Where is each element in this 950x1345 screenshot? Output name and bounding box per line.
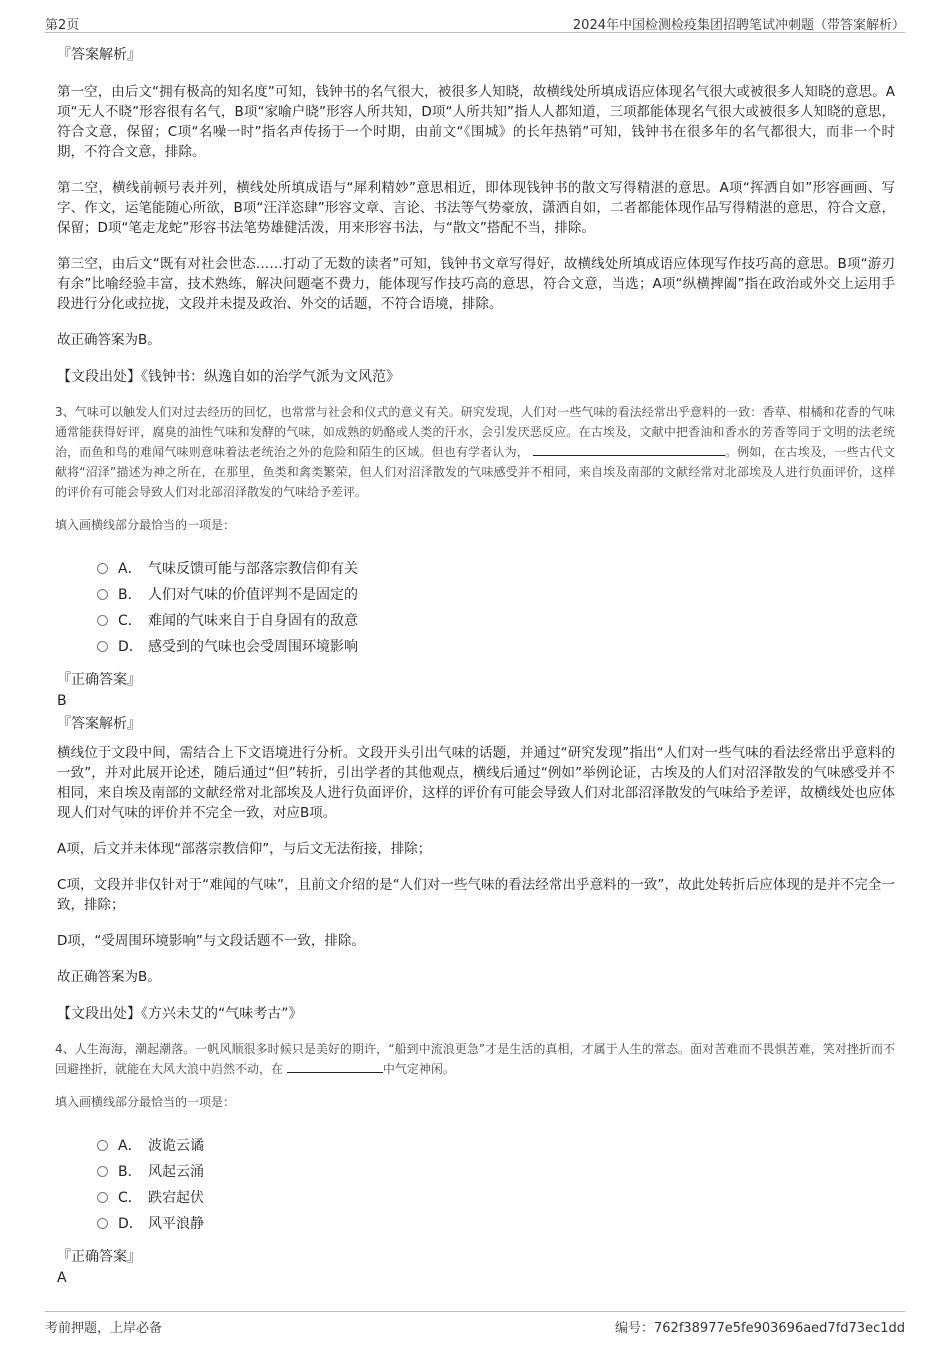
q4-options: [97, 1132, 895, 1236]
radio-icon[interactable]: [97, 589, 108, 600]
page-content: [57, 44, 895, 1290]
q3-option-c[interactable]: [97, 607, 895, 633]
option-letter: C．: [118, 1190, 142, 1206]
q4-prompt: 填入画横线部分最恰当的一项是：: [55, 1095, 236, 1109]
q2-conclusion: 故正确答案为B。: [57, 332, 161, 348]
option-text: 跌宕起伏: [148, 1190, 204, 1206]
q2-analysis-p1: 第一空，由后文“拥有极高的知名度”可知，钱钟书的名气很大，被很多人知晓，故横线处所填成语应体现名气很大或被很多人知晓的意思。A项“无人不晓”形容很有名气，B项“家喻户晓”形容人所共知，D项“人所共知”指人人都知道，三项都能体现名气很大或被很多人知晓的意思，符合文意，保留；C项“名噪一时”指名声传扬于一个时期，由前文“《围城》的长年热销”可知，钱钟书在很多年的名气都很大，而非一个时期，不符合文意，排除。: [57, 84, 895, 160]
option-letter: B．: [118, 587, 142, 603]
q4-stem: [55, 1039, 895, 1079]
q4-option-c[interactable]: [97, 1184, 895, 1210]
option-text: 难闻的气味来自于自身固有的敌意: [148, 613, 358, 629]
q2-analysis-tag: 『答案解析』: [57, 47, 141, 63]
q3-conclusion: 故正确答案为B。: [57, 969, 161, 985]
q3-analysis-p1: 横线位于文段中间，需结合上下文语境进行分析。文段开头引出气味的话题，并通过“研究发现”指出“人们对一些气味的看法经常出乎意料的一致”，并对此展开论述，随后通过“但”转折，引出学者的其他观点，横线后通过“例如”举例论证，古埃及的人们对沼泽散发的气味感受并不相同，来自埃及南部的文献经常对北部埃及人进行负面评价，这样的评价有可能会导致人们对北部沼泽散发的气味给予差评，故横线处也应体现人们对气味的评价并不完全一致，对应B项。: [57, 745, 895, 821]
radio-icon[interactable]: [97, 1140, 108, 1151]
q3-analysis-p4: D项，“受周围环境影响”与文段话题不一致，排除。: [57, 933, 365, 949]
q3-option-a[interactable]: [97, 555, 895, 581]
q4-option-d[interactable]: [97, 1210, 895, 1236]
option-text: 感受到的气味也会受周围环境影响: [148, 639, 358, 655]
q3-option-b[interactable]: [97, 581, 895, 607]
radio-icon[interactable]: [97, 1218, 108, 1229]
q3-stem-part-a: 3、气味可以触发人们对过去经历的回忆，也常常与社会和仪式的意义有关。研究发现，人们对一些气味的看法经常出乎意料的一致：香草、柑橘和花香的气味通常能获得好评，腐臭的油性气味和发酵的气味，如成熟的奶酪或人类的汗水，会引发厌恶反应。在古埃及，文献中把香油和香水的芳香等同于文明的法老统治，而鱼和鸟的难闻气味则意味着法老统治之外的危险和陌生的区域。但也有学者认为，: [55, 405, 895, 459]
option-text: 风平浪静: [148, 1216, 204, 1232]
q2-analysis-p2: 第二空，横线前顿号表并列，横线处所填成语与“犀利精妙”意思相近，即体现钱钟书的散文写得精湛的意思。A项“挥洒自如”形容画画、写字、作文，运笔能随心所欲，B项“汪洋恣肆”形容文章、言论、书法等气势豪放，潇洒自如，二者都能体现作品写得精湛的意思，符合文意，保留；D项“笔走龙蛇”形容书法笔势雄健活泼，用来形容书法，与“散文”搭配不当，排除。: [57, 180, 895, 236]
option-text: 波诡云谲: [148, 1138, 204, 1154]
document-code: [615, 1317, 905, 1336]
q3-source-label: 【文段出处】: [57, 1006, 141, 1022]
option-letter: D．: [118, 639, 143, 655]
q3-prompt: 填入画横线部分最恰当的一项是：: [55, 518, 236, 532]
page-header: [45, 10, 905, 33]
q3-analysis-p3: C项，文段并非仅针对于“难闻的气味”，且前文介绍的是“人们对一些气味的看法经常出乎意料的一致”，故此处转折后应体现的是并不完全一致，排除；: [57, 877, 895, 913]
option-letter: A．: [118, 561, 142, 577]
code-value: 762f38977e5fe903696aed7fd73ec1dd: [654, 1321, 905, 1336]
code-label: 编号：: [614, 1321, 654, 1336]
q4-stem-part-a: 4、人生海海，潮起潮落。一帆风顺很多时候只是美好的期许，“船到中流浪更急”才是生活的真相，才属于人生的常态。面对苦难而不畏惧苦难，笑对挫折而不回避挫折，就能在大风大浪中岿然不动，在: [55, 1042, 895, 1076]
q4-option-a[interactable]: [97, 1132, 895, 1158]
q4-answer: A: [57, 1270, 67, 1286]
option-letter: C．: [118, 613, 142, 629]
q3-source: [57, 1003, 895, 1023]
q3-option-d[interactable]: [97, 633, 895, 659]
q2-analysis-p3: 第三空，由后文“既有对社会世态……打动了无数的读者”可知，钱钟书文章写得好，故横线处所填成语应体现写作技巧高的意思。B项“游刃有余”比喻经验丰富，技术熟练，解决问题毫不费力，能体现写作技巧高的意思，符合文意，当选；A项“纵横捭阖”指在政治或外交上运用手段进行分化或拉拢，文段并未提及政治、外交的话题，不符合语境，排除。: [57, 256, 895, 312]
radio-icon[interactable]: [97, 1166, 108, 1177]
option-letter: B．: [118, 1164, 142, 1180]
q3-answer-tag: 『正确答案』: [57, 672, 141, 688]
radio-icon[interactable]: [97, 563, 108, 574]
q3-answer: B: [57, 693, 67, 709]
q4-answer-tag: 『正确答案』: [57, 1249, 141, 1265]
q3-analysis-p2: A项，后文并未体现“部落宗教信仰”，与后文无法衔接，排除；: [57, 841, 432, 857]
q3-stem: [55, 402, 895, 502]
option-text: 风起云涌: [148, 1164, 204, 1180]
radio-icon[interactable]: [97, 615, 108, 626]
document-title: 2024年中国检测检疫集团招聘笔试冲刺题（带答案解析）: [572, 18, 905, 33]
page-number: 第2页: [45, 18, 80, 33]
q3-answer-blank-2: [629, 443, 725, 456]
q3-answer-blank: [533, 443, 629, 456]
q2-source-label: 【文段出处】: [57, 369, 141, 385]
page-footer: [45, 1311, 905, 1336]
q4-answer-blank: [287, 1060, 383, 1073]
q4-option-b[interactable]: [97, 1158, 895, 1184]
q2-source: [57, 366, 895, 386]
option-text: 气味反馈可能与部落宗教信仰有关: [148, 561, 358, 577]
q3-source-title: 《方兴未艾的“气味考古”》: [141, 1006, 303, 1022]
footer-note: 考前押题，上岸必备: [45, 1321, 163, 1336]
option-letter: A．: [118, 1138, 142, 1154]
q4-stem-part-b: 中气定神闲。: [382, 1062, 455, 1076]
radio-icon[interactable]: [97, 641, 108, 652]
q3-stem-part-b: 。例如，在古埃及，一些古代文献将“沼泽”描述为神之所在，在那里，鱼类和禽类繁荣，但人们对沼泽散发的气味感受并不相同，来自埃及南部的文献经常对北部埃及人进行负面评价，这样的评价有可能会导致人们对北部沼泽散发的气味给予差评。: [55, 445, 895, 499]
option-text: 人们对气味的价值评判不是固定的: [148, 587, 358, 603]
q3-options: [97, 555, 895, 659]
radio-icon[interactable]: [97, 1192, 108, 1203]
option-letter: D．: [118, 1216, 143, 1232]
q3-analysis-tag: 『答案解析』: [57, 716, 141, 732]
q2-source-title: 《钱钟书：纵逸自如的治学气派为文风范》: [141, 369, 400, 385]
